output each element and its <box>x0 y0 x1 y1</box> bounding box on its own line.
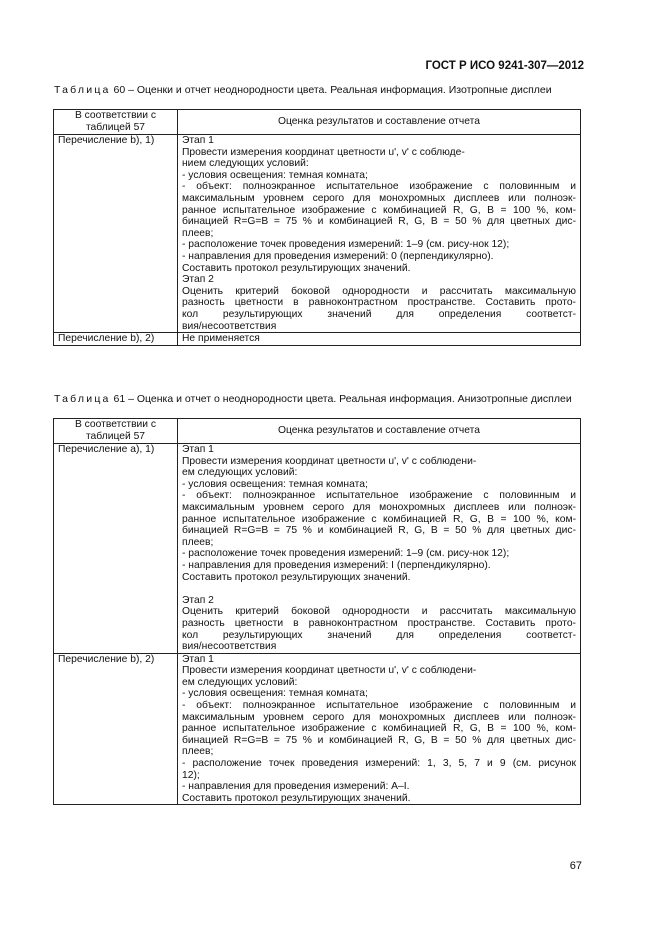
table-60 <box>53 109 581 346</box>
text-line: бинацией R=G=B = 75 % и комбинацией R, G, B = 50 % для цветных дис- <box>182 525 576 537</box>
text-line: Провести измерения координат цветности u', v' с соблюде- <box>182 146 465 158</box>
table-61-caption-text: 61 – Оценка и отчет о неоднородности цвета. Реальная информация. Анизотропные дисплеи <box>110 393 572 405</box>
text-line: плеев; <box>182 536 214 548</box>
text-line: - расположение точек проведения измерений: 1, 3, 5, 7 и 9 (см. рисунок <box>182 758 576 770</box>
text-line: Этап 2 <box>182 594 214 606</box>
text-line: нием следующих условий: <box>182 158 309 170</box>
row-content <box>178 333 581 346</box>
text-line: Составить протокол результирующих значений. <box>182 262 411 274</box>
text-line: Провести измерения координат цветности u', v' с соблюдени- <box>182 455 477 467</box>
text-line: Провести измерения координат цветности u', v' с соблюдени- <box>182 665 477 677</box>
text-line: ем следующих условий: <box>182 467 298 479</box>
row-content <box>178 135 581 333</box>
text-line: Этап 1 <box>182 444 214 455</box>
text-line: - объект: полноэкранное испытательное изображение с половинным и <box>182 181 576 193</box>
text-line: - расположение точек проведения измерений: 1–9 (см. рису-нок 12); <box>182 239 510 251</box>
text-line: ранное испытательное изображение с комбинацией R, G, B = 100 %, ком- <box>182 513 576 525</box>
text-line: - объект: полноэкранное испытательное изображение с половинным и <box>182 490 576 502</box>
table-60-caption-label: Таблица <box>54 84 111 96</box>
row-content <box>178 653 581 805</box>
text-line: разность цветности в равноконтрастном пространстве. Составить прото- <box>182 617 576 629</box>
text-line: Этап 1 <box>182 135 214 146</box>
table-row <box>54 444 581 654</box>
text-line: Составить протокол результирующих значений. <box>182 571 411 583</box>
table-header-evaluation: Оценка результатов и составление отчета <box>178 110 581 135</box>
text-line: ранное испытательное изображение с комбинацией R, G, B = 100 %, ком- <box>182 204 576 216</box>
text-line: - направления для проведения измерений: A–I. <box>182 781 410 793</box>
row-reference: Перечисление b), 1) <box>54 135 178 333</box>
text-line: бинацией R=G=B = 75 % и комбинацией R, G, B = 50 % для цветных дис- <box>182 216 576 228</box>
table-header-reference: В соответствии с таблицей 57 <box>54 110 178 135</box>
table-header-reference: В соответствии с таблицей 57 <box>54 419 178 444</box>
text-line: - расположение точек проведения измерений: 1–9 (см. рису-нок 12); <box>182 548 510 560</box>
table-row <box>54 653 581 805</box>
row-content <box>178 444 581 654</box>
text-line: бинацией R=G=B = 75 % и комбинацией R, G, B = 50 % для цветных дис- <box>182 734 576 746</box>
text-line: вия/несоответствия <box>182 641 277 653</box>
text-line: Оценить критерий боковой однородности и рассчитать максимальную <box>182 285 576 297</box>
text-line: 12); <box>182 769 200 781</box>
text-line: кол результирующих значений для определения соответст- <box>182 629 576 641</box>
row-reference: Перечисление b), 2) <box>54 333 178 346</box>
table-header-row <box>54 419 581 444</box>
text-line: Этап 2 <box>182 274 214 286</box>
text-line: плеев; <box>182 227 214 239</box>
table-60-caption <box>54 84 584 96</box>
table-60-caption-text: 60 – Оценки и отчет неоднородности цвета. Реальная информация. Изотропные дисплеи <box>110 84 552 96</box>
text-line: Этап 1 <box>182 653 214 665</box>
table-header-row <box>54 110 581 135</box>
text-line: максимальным уровнем серого для монохромных дисплеев или полноэк- <box>182 711 576 723</box>
text-line: - условия освещения: темная комната; <box>182 478 368 490</box>
text-line: - условия освещения: темная комната; <box>182 169 368 181</box>
blank-line <box>182 583 576 595</box>
row-reference: Перечисление a), 1) <box>54 444 178 654</box>
text-line: кол результирующих значений для определения соответст- <box>182 308 576 320</box>
text-line: - направления для проведения измерений: I (перпендикулярно). <box>182 559 491 571</box>
page-number: 67 <box>569 860 582 872</box>
text-line: максимальным уровнем серого для монохромных дисплеев или полноэк- <box>182 501 576 513</box>
text-line: Составить протокол результирующих значений. <box>182 792 411 804</box>
text-line: ем следующих условий: <box>182 676 298 688</box>
text-line: Не применяется <box>182 333 260 345</box>
text-line: - условия освещения: темная комната; <box>182 688 368 700</box>
table-header-evaluation: Оценка результатов и составление отчета <box>178 419 581 444</box>
table-row <box>54 135 581 333</box>
table-61-caption <box>54 393 584 405</box>
text-line: - объект: полноэкранное испытательное изображение с половинным и <box>182 700 576 712</box>
text-line: вия/несоответствия <box>182 320 277 332</box>
table-61 <box>53 418 581 805</box>
text-line: максимальным уровнем серого для монохромных дисплеев или полноэк- <box>182 192 576 204</box>
table-row <box>54 333 581 346</box>
text-line: плеев; <box>182 746 214 758</box>
row-reference: Перечисление b), 2) <box>54 653 178 805</box>
standard-code: ГОСТ Р ИСО 9241-307—2012 <box>425 60 584 72</box>
text-line: ранное испытательное изображение с комбинацией R, G, B = 100 %, ком- <box>182 723 576 735</box>
text-line: разность цветности в равноконтрастном пространстве. Составить прото- <box>182 297 576 309</box>
text-line: Оценить критерий боковой однородности и рассчитать максимальную <box>182 606 576 618</box>
text-line: - направления для проведения измерений: 0 (перпендикулярно). <box>182 250 494 262</box>
table-61-caption-label: Таблица <box>54 393 111 405</box>
